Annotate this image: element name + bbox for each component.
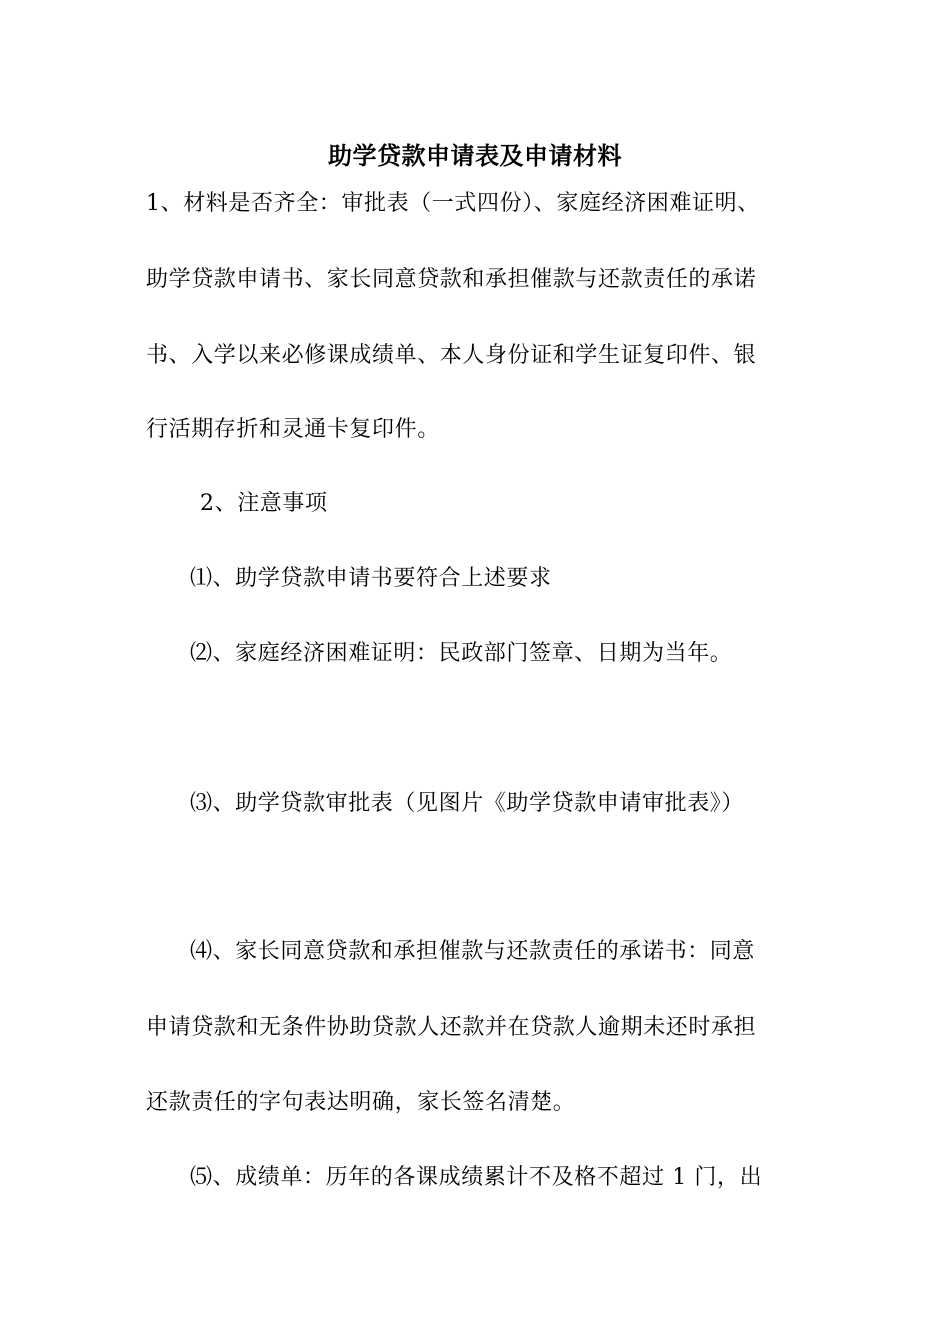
note-item-4-line-3: 还款责任的字句表达明确，家长签名清楚。 — [146, 1090, 576, 1115]
paragraph-line-4: 行活期存折和灵通卡复印件。 — [146, 417, 440, 442]
paragraph-line-3: 书、入学以来必修课成绩单、本人身份证和学生证复印件、银 — [146, 343, 757, 368]
document-title: 助学贷款申请表及申请材料 — [328, 141, 622, 170]
note-item-4-line-2: 申请贷款和无条件协助贷款人还款并在贷款人逾期未还时承担 — [146, 1015, 757, 1040]
paragraph-line-2: 助学贷款申请书、家长同意贷款和承担催款与还款责任的承诺 — [146, 267, 757, 292]
note-item-2: ⑵、家庭经济困难证明：民政部门签章、日期为当年。 — [190, 641, 733, 666]
note-item-4: ⑷、家长同意贷款和承担催款与还款责任的承诺书：同意 — [190, 939, 756, 964]
note-item-3: ⑶、助学贷款审批表（见图片《助学贷款申请审批表》） — [190, 791, 745, 816]
section-heading-notes: 2、注意事项 — [200, 491, 328, 516]
paragraph-line-1: 1、材料是否齐全：审批表（一式四份）、家庭经济困难证明、 — [146, 191, 760, 216]
note-item-1: ⑴、助学贷款申请书要符合上述要求 — [190, 566, 552, 591]
note-item-5: ⑸、成绩单：历年的各课成绩累计不及格不超过 1 门，出 — [190, 1165, 763, 1190]
